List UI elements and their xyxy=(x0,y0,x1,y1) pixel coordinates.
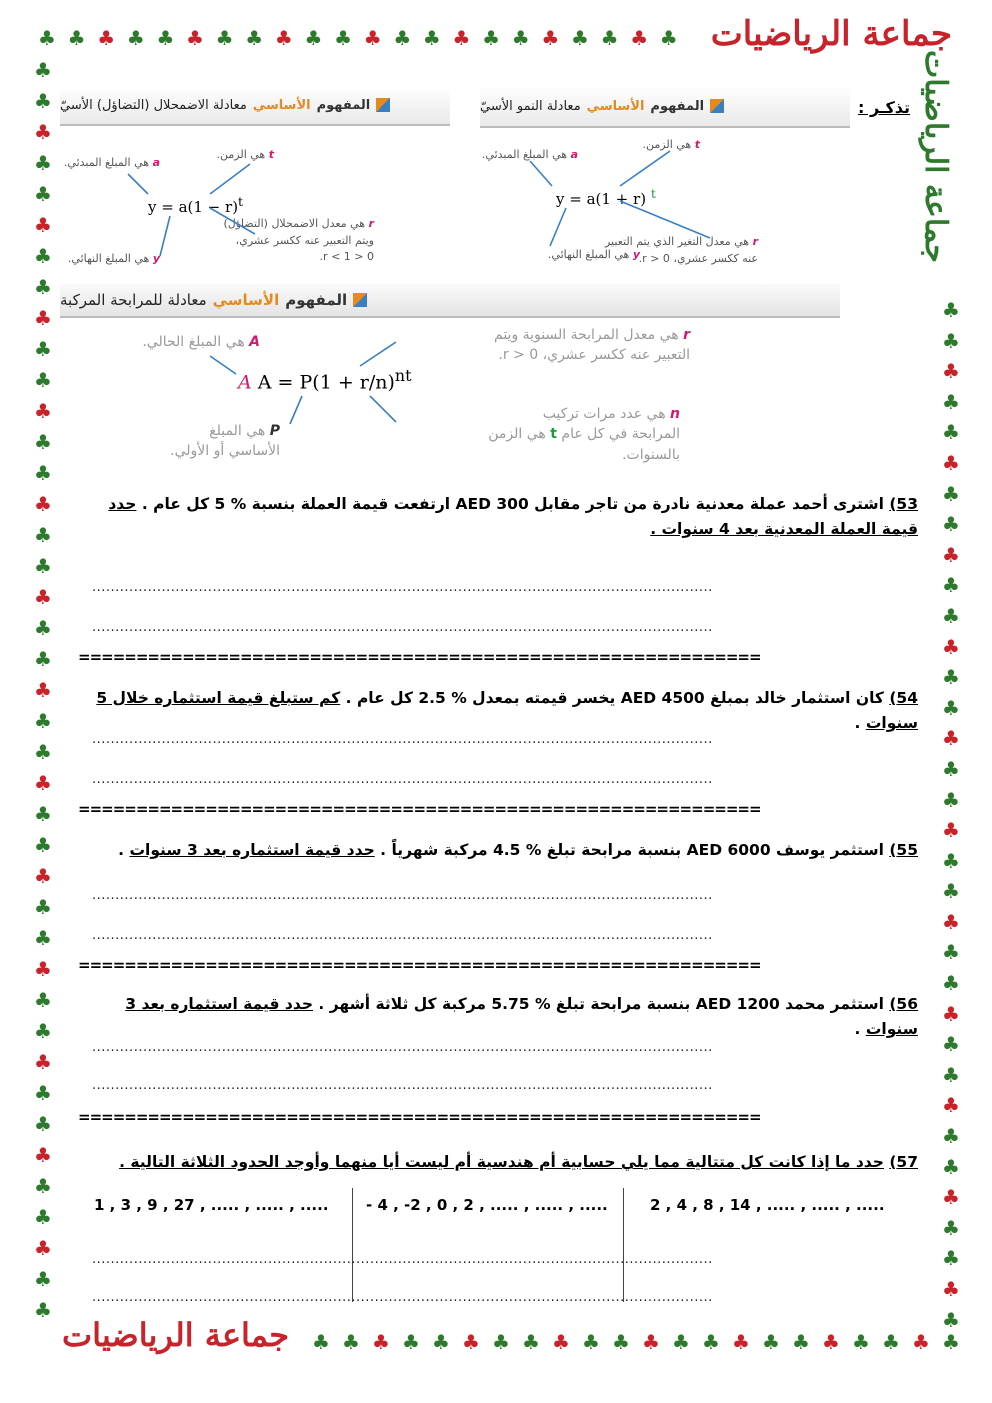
answer-line[interactable]: ...................................................................................................................................... xyxy=(92,580,713,595)
side-logo: جماعة الرياضيات xyxy=(918,50,953,263)
ann-t: t هي الزمن. xyxy=(642,138,700,151)
table-divider xyxy=(352,1188,353,1302)
footer-logo: جماعة الرياضيات xyxy=(62,1316,290,1354)
sequence-3: 1 , 3 , 9 , 27 , ..... , ..... , ..... xyxy=(94,1196,329,1214)
answer-line[interactable]: ...................................................................................................................................... xyxy=(92,1040,713,1055)
question-53: 53) اشترى أحمد عملة معدنية نادرة من تاجر مقابل AED 300 ارتفعت قيمة العملة بنسبة % 5 كل عام . حدد قيمة العملة المعدنية بعد 4 سنوات . xyxy=(108,495,918,538)
ann-t: t هي الزمن. xyxy=(216,148,274,161)
concept-compound xyxy=(60,284,840,474)
ann-a: a هي المبلغ المبدئي. xyxy=(481,148,578,161)
ann-y: y هي المبلغ النهائي. xyxy=(67,252,160,265)
ann-r: r هي معدل الاضمحلال (التضاؤل) ويتم التعبير عنه ككسر عشري، 0 < r < 1. xyxy=(223,217,374,263)
answer-line[interactable]: ...................................................................................................................................... xyxy=(92,732,713,747)
answer-line[interactable]: ...................................................................................................................................... xyxy=(92,1078,713,1093)
concept-growth xyxy=(480,86,850,286)
compound-formula: A $A = P(1 + r/n)^{nt}$ xyxy=(238,366,412,394)
top-border: ♣ ♣ ♣ ♣ ♣ ♣ ♣ ♣ ♣ ♣ ♣ ♣ ♣ ♣ ♣ ♣ ♣ ♣ ♣ ♣ ♣ ♣ xyxy=(38,26,678,50)
compound-arrows xyxy=(60,284,840,474)
sequence-2: - 4 , -2 , 0 , 2 , ..... , ..... , ..... xyxy=(366,1196,608,1214)
ann-r: r هي معدل المرابحة السنوية ويتم التعبير عنه ككسر عشري، 0 < r. xyxy=(494,327,690,363)
ann-A: A هي المبلغ الحالي. xyxy=(142,334,260,350)
table-divider xyxy=(623,1188,624,1302)
question-56: 56) استثمر محمد AED 1200 بنسبة مرابحة تبلغ % 5.75 مركبة كل ثلاثة أشهر . حدد قيمة استثماره بعد 3 سنوات . xyxy=(125,995,918,1038)
concept-decay xyxy=(60,86,450,282)
header-logo: جماعة الرياضيات xyxy=(710,14,952,54)
answer-line[interactable]: ...................................................................................................................................... xyxy=(92,928,713,943)
separator: =========================================================== xyxy=(78,800,761,818)
concept-compound-header: المفهوم الأساسي معادلة للمرابحة المركبة xyxy=(60,284,840,318)
remember-label: تذكـر : xyxy=(858,98,910,117)
left-border: ♣ ♣ ♣ ♣ ♣ ♣ ♣ ♣ ♣ ♣ ♣ ♣ ♣ ♣ ♣ ♣ ♣ ♣ ♣ ♣ ♣ ♣ ♣ ♣ ♣ ♣ ♣ ♣ ♣ ♣ ♣ ♣ ♣ ♣ ♣ ♣ ♣ ♣ ♣ ♣ ♣ xyxy=(34,58,52,1322)
separator: =========================================================== xyxy=(78,1108,761,1126)
growth-arrows xyxy=(480,86,850,286)
sequence-1: 2 , 4 , 8 , 14 , ..... , ..... , ..... xyxy=(650,1196,885,1214)
right-border: ♣ ♣ ♣ ♣ ♣ ♣ ♣ ♣ ♣ ♣ ♣ ♣ ♣ ♣ ♣ ♣ ♣ ♣ ♣ ♣ ♣ ♣ ♣ ♣ ♣ ♣ ♣ ♣ ♣ ♣ ♣ ♣ ♣ ♣ xyxy=(942,298,960,1332)
answer-line[interactable]: ...................................................................................................................................... xyxy=(92,1252,713,1267)
ann-y: y هي المبلغ النهائي. xyxy=(547,248,640,261)
concept-decay-header: المفهوم الأساسي معادلة الاضمحلال (التضاؤل) الأسيّ xyxy=(60,86,450,126)
question-54: 54) كان استثمار خالد بمبلغ AED 4500 يخسر قيمته بمعدل % 2.5 كل عام . كم ستبلغ قيمة استثماره خلال 5 سنوات . xyxy=(96,689,918,732)
separator: =========================================================== xyxy=(78,648,761,666)
decay-formula: $y = a(1 - r)^t$ xyxy=(148,194,244,216)
bottom-border: ♣ ♣ ♣ ♣ ♣ ♣ ♣ ♣ ♣ ♣ ♣ ♣ ♣ ♣ ♣ ♣ ♣ ♣ ♣ ♣ ♣ ♣ xyxy=(312,1330,960,1354)
answer-line[interactable]: ...................................................................................................................................... xyxy=(92,1290,713,1305)
answer-line[interactable]: ...................................................................................................................................... xyxy=(92,772,713,787)
concept-growth-header: المفهوم الأساسي معادلة النمو الأسيّ xyxy=(480,86,850,128)
answer-line[interactable]: ...................................................................................................................................... xyxy=(92,620,713,635)
growth-formula: y = a(1 + r) $^t$ xyxy=(556,186,656,208)
question-57: 57) حدد ما إذا كانت كل متتالية مما يلي حسابية أم هندسية أم ليست أيا منهما وأوجد الحدود الثلاثة التالية . xyxy=(119,1153,918,1171)
ann-a: a هي المبلغ المبدئي. xyxy=(63,156,160,169)
question-55: 55) استثمر يوسف AED 6000 بنسبة مرابحة تبلغ % 4.5 مركبة شهرياً . حدد قيمة استثماره بعد 3 سنوات . xyxy=(118,841,918,859)
ann-P: P هي المبلغ الأساسي أو الأولي. xyxy=(170,423,280,459)
ann-n: n هي عدد مرات تركيب المرابحة في كل عام t هي الزمن بالسنوات. xyxy=(488,406,680,463)
decay-arrows xyxy=(60,86,450,282)
ann-r: r هي معدل التغير الذي يتم التعبير عنه ككسر عشري، 0 < r. xyxy=(604,235,758,265)
answer-line[interactable]: ...................................................................................................................................... xyxy=(92,888,713,903)
separator: =========================================================== xyxy=(78,956,761,974)
